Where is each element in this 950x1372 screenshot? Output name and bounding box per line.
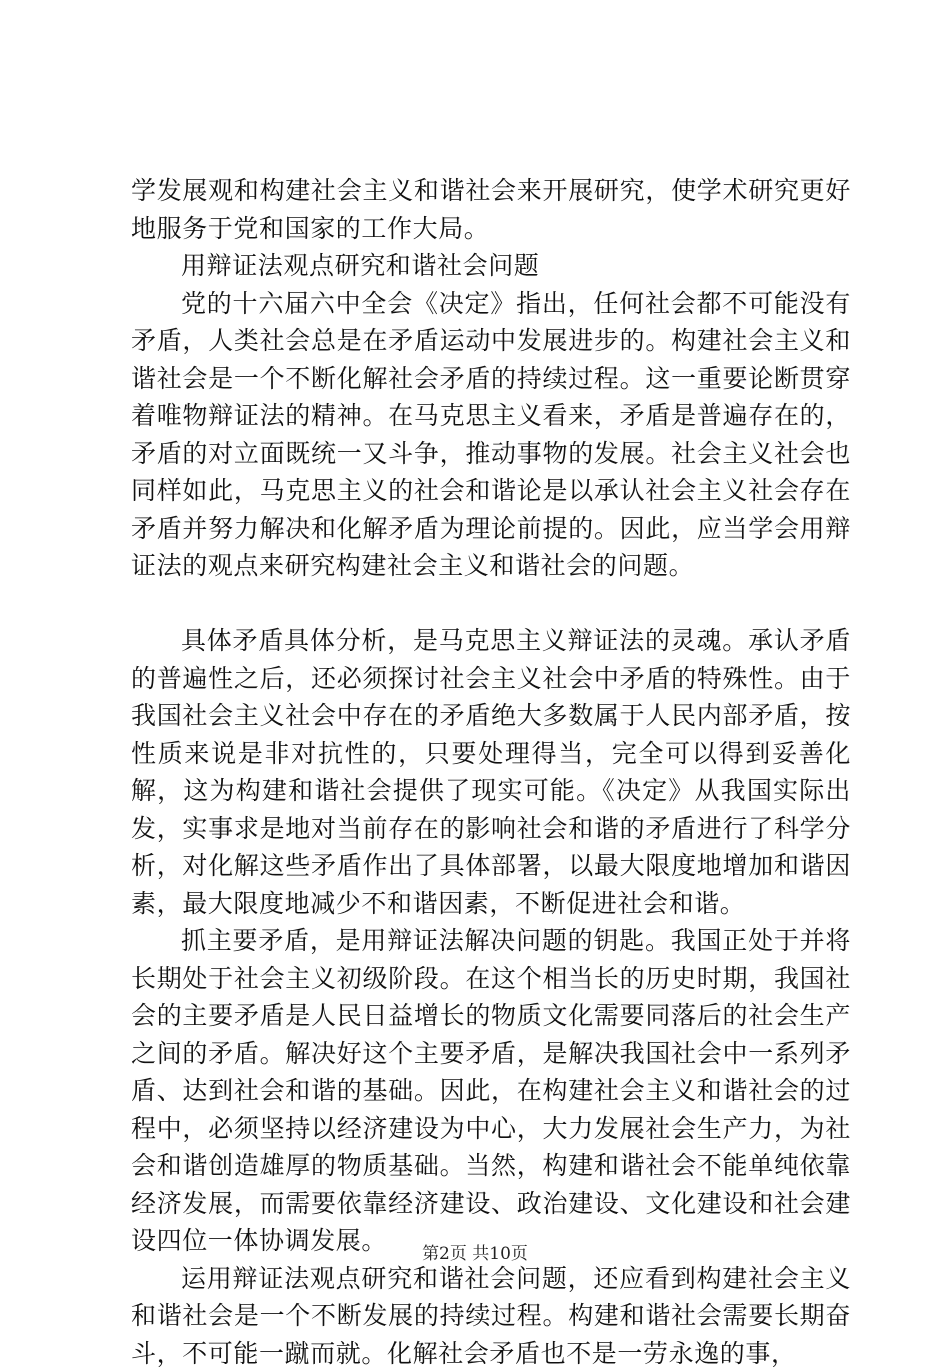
paragraph-1: 学发展观和构建社会主义和谐社会来开展研究，使学术研究更好地服务于党和国家的工作大局。: [131, 172, 851, 247]
page-footer: 第2页 共10页: [0, 1242, 950, 1266]
paragraph-3: 具体矛盾具体分析，是马克思主义辩证法的灵魂。承认矛盾的普遍性之后，还必须探讨社会主义社会中矛盾的特殊性。由于我国社会主义社会中存在的矛盾绝大多数属于人民内部矛盾，按性质来说是非对抗性的，只要处理得当，完全可以得到妥善化解，这为构建和谐社会提供了现实可能。《决定》从我国实际出发，实事求是地对当前存在的影响社会和谐的矛盾进行了科学分析，对化解这些矛盾作出了具体部署，以最大限度地增加和谐因素，最大限度地减少不和谐因素，不断促进社会和谐。: [131, 622, 851, 922]
blank-line: [131, 585, 851, 623]
paragraph-2: 党的十六届六中全会《决定》指出，任何社会都不可能没有矛盾，人类社会总是在矛盾运动中发展进步的。构建社会主义和谐社会是一个不断化解社会矛盾的持续过程。这一重要论断贯穿着唯物辩证法的精神。在马克思主义看来，矛盾是普遍存在的，矛盾的对立面既统一又斗争，推动事物的发展。社会主义社会也同样如此，马克思主义的社会和谐论是以承认社会主义社会存在矛盾并努力解决和化解矛盾为理论前提的。因此，应当学会用辩证法的观点来研究构建社会主义和谐社会的问题。: [131, 285, 851, 585]
document-body: [131, 172, 851, 1372]
paragraph-5: 运用辩证法观点研究和谐社会问题，还应看到构建社会主义和谐社会是一个不断发展的持续过程。构建和谐社会需要长期奋斗，不可能一蹴而就。化解社会矛盾也不是一劳永逸的事，: [131, 1260, 851, 1372]
paragraph-4: 抓主要矛盾，是用辩证法解决问题的钥匙。我国正处于并将长期处于社会主义初级阶段。在这个相当长的历史时期，我国社会的主要矛盾是人民日益增长的物质文化需要同落后的社会生产之间的矛盾。解决好这个主要矛盾，是解决我国社会中一系列矛盾、达到社会和谐的基础。因此，在构建社会主义和谐社会的过程中，必须坚持以经济建设为中心，大力发展社会生产力，为社会和谐创造雄厚的物质基础。当然，构建和谐社会不能单纯依靠经济发展，而需要依靠经济建设、政治建设、文化建设和社会建设四位一体协调发展。: [131, 922, 851, 1260]
section-heading: 用辩证法观点研究和谐社会问题: [131, 247, 851, 285]
